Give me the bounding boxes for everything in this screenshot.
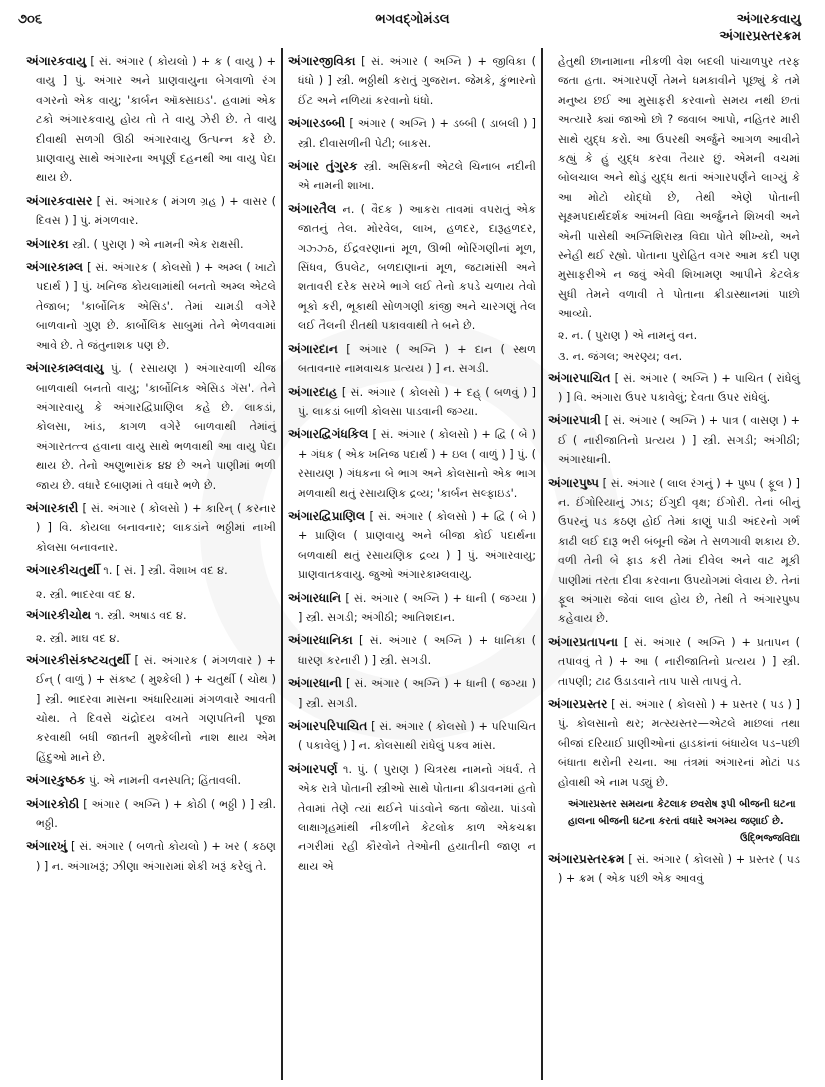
entry-definition: [ સં. અંગાર ( લાલ રંગનું ) + પુષ્પ ( ફૂલ ) ] ન. ઈંગોરિયાનું ઝાડ; ઈંગુદી વૃક્ષ; ઈંગોરી. તેનાં બીનું ઉપરનું પડ કઠણ હોઈ તેમાં કાણું પાડી અંદરનો ગર્ભ કાઢી લઈ દારૂ ભરી બંબૂની જેમ તે સળગાવી શકાય છે. વળી તેની બે ફાડ કરી તેમાં દીવેલ અને વાટ મૂકી પાણીમાં તરતા દીવા કરવાના ઉપયોગમાં લેવાય છે. તેનાં ફૂલ અંગારા જેવાં લાલ હોય છે, તેથી તે અંગારપુષ્પ કહેવાય છે.: [558, 476, 800, 626]
entry-definition: [ સં. અંગાર ( કોલસો ) + પરિપાચિત ( પકાવેલું ) ] ન. કોલસાથી રાંધેલું પક્વ માંસ.: [298, 720, 536, 753]
dictionary-entry: [26, 561, 276, 580]
entry-definition: [ સં. અંગાર ( બળતો કોયલો ) + ખર ( કઠણ ) ] ન. અંગાખરૂં; ઝીણા અંગારામાં શેકી ખરૂં કરેલું તે.: [36, 840, 276, 873]
quote-source: ઉદ્ભિજ્જવિદ્યા: [740, 833, 800, 845]
entry-definition: [ સં. અંગાર ( અગ્નિ ) + પાચિત ( રાંધેલું ) ] વિ. અંગારા ઉપર પકાવેલું; દેવતા ઉપર રાંધેલું.: [558, 371, 800, 404]
entry-definition: [ સં. અંગાર ( અગ્નિ ) + પાત્ર ( વાસણ ) + ઈ ( નારીજાતિનો પ્રત્યય ) ] સ્ત્રી. સગડી; અંગીઠી; અંગારધાની.: [558, 414, 800, 467]
entry-headword: અંગારપાચિત: [548, 370, 611, 385]
entry-definition: [ સં. અંગાર ( અગ્નિ ) + પ્રતાપન ( તપાવવું તે ) + આ ( નારીજાતિનો પ્રત્યય ) ] સ્ત્રી. તાપણી; ટાઢ ઉડાડવાને તાપ પાસે તાપવું તે.: [558, 635, 800, 688]
page-number: ૭૦૬: [18, 12, 43, 27]
book-title: ભગવદ્ગોમંડલ: [375, 12, 450, 27]
entry-headword: અંગારકામ્લ: [26, 260, 84, 275]
guide-word-first: અંગારકવાયુ: [736, 12, 801, 27]
entry-definition: [ અંગાર ( અગ્નિ ) + કોઠી ( ભઠ્ઠી ) ] સ્ત્રી. ભઠ્ઠી.: [36, 797, 276, 831]
entry-definition: [ સં. અંગારક ( કોલસો ) + અમ્લ ( ખાટો પદાર્થ ) ] પું. ખનિજ કોયલામાંથી બનતો અમ્લ એટલે તેજાબ; 'કાર્બોનિક એસિડ'. તેમાં ચામડી વગેરે બાળવાનો ગુણ છે. કાર્બોલિક સાબુમાં તેને ભેળવવામાં આવે છે. તે જંતુનાશક પણ છે.: [36, 261, 276, 352]
column-divider: [541, 48, 543, 1080]
entry-headword: અંગારકુષ્ઠક: [26, 773, 86, 788]
dictionary-entry: [26, 837, 276, 876]
dictionary-entry: [548, 411, 800, 469]
entry-headword: અંગારપ્રસ્તરક્રમ: [548, 852, 625, 867]
entry-headword: અંગારકા: [26, 236, 69, 251]
dictionary-entry: [288, 340, 536, 379]
entry-definition: ૧. પું. ( પુરાણ ) ચિત્રરથ નામનો ગંધર્વ. તે એક રાત્રે પોતાની સ્ત્રીઓ સાથે પોતાના ક્રીડાવનમાં હતો તેવામાં તેણે ત્યાં થઈને પાંડવોને જતા જોયા. પાંડવો લાક્ષાગૃહમાંથી નીકળીને કેટલોક કાળ એકચક્રા નગરીમાં રહી કૌરવોને તેઓની હયાતીની જાણ ન થાય એ: [298, 762, 536, 873]
entry-headword: અંગારકીસંકષ્ટચતુર્થી: [26, 652, 130, 667]
entry-headword: અંગારપ્રસ્તર: [548, 697, 608, 711]
entry-headword: અંગારકામ્લવાયુ: [26, 361, 104, 376]
dictionary-entry: [288, 760, 536, 876]
sub-sense: ૨. ન. ( પુરાણ ) એ નામનું વન.: [558, 328, 698, 342]
entry-definition: [ અંગાર ( અગ્નિ ) + ડબ્બી ( ડાબલી ) ] સ્ત્રી. દીવાસળીની પેટી; બાકસ.: [298, 117, 536, 150]
dictionary-entry: [26, 499, 276, 557]
entry-definition: [ સં. અંગાર ( કોલસો ) + દહ્ ( બળવું ) ] પું. લાકડાં બાળી કોલસા પાડવાની જગ્યા.: [298, 385, 536, 418]
entry-headword: અંગારખું: [26, 839, 68, 854]
guide-word-last: અંગારપ્રસ્તરક્રમ: [719, 29, 801, 44]
entry-definition: [ સં. અંગાર ( કોયલો ) + ક ( વાયુ ) + વાયુ ] પું. અંગાર અને પ્રાણવાયુના બેગવાળો રંગ વગરનો એક વાયુ; 'કાર્બન ઑક્સાઇડ'. હવામાં એક ટકો અંગારકવાયુ હોય તો તે વાયુ ઝેરી છે. તે વાયુ દીવાથી સળગી ઊઠી અંગારવાયુ ઉત્પન્ન કરે છે. પ્રાણવાયુ સાથે અંગારના અપૂર્ણ દહનથી આ વાયુ પેદા થાય છે.: [36, 55, 276, 185]
dictionary-entry: [288, 157, 536, 196]
column-1: [26, 52, 276, 1087]
entry-headword: અંગારદાન: [288, 341, 338, 356]
column-2: [288, 52, 536, 1087]
entry-definition: [ સં. અંગાર ( કોલસો ) + પ્રસ્તર ( પડ ) ] પું. કોલસાનો થર; મત્સ્યસ્તર—એટલે માછલાં તથા બીજાં દરિયાઈ પ્રાણીઓનાં હાડકાંનાં બંધાયેલ પડ–પછી બંધાતા થરોની રચના. આ તંત્રમાં અંગારનાં મોટાં પડ હોવાથી એ નામ પડ્યું છે.: [558, 698, 800, 789]
entry-definition: પું. ( રસાયણ ) અંગારવાળી ચીજ બાળવાથી બનતો વાયુ; 'કાર્બોનિક એસિડ ગૅસ'. તેને અંગારવાયુ કે અંગારદ્વિપ્રાણિલ કહે છે. લાકડાં, કોલસા, ખાંડ, કાગળ વગેરે બાળવાથી તેમાંનું અંગારતત્ત્વ હવાના વાયુ સાથે ભળવાથી આ વાયુ પેદા થાય છે. તેનો અણુભારાંક ૪૪ છે અને પાણીમાં ભળી જાય છે. વધારે દબાણમાં તે વધારે ભળે છે.: [36, 362, 276, 492]
entry-headword: અંગારપર્ણ: [288, 761, 338, 776]
entry-definition: [ સં. અંગાર ( કોલસો ) + દ્વિ ( બે ) + પ્રાણિલ ( પ્રાણવાયુ અને બીજા કોઈ પદાર્થના બળવાથી થતું રસાયણિક દ્રવ્ય ) ] પું. અંગારવાયુ; પ્રાણવાતકવાયુ. જુઓ અંગારકામ્લવાયુ.: [298, 509, 536, 582]
dictionary-entry: [26, 52, 276, 188]
entry-definition: [ સં. અંગારક ( મંગળવાર ) + ઈન્ ( વાળું ) + સંકષ્ટ ( મુશ્કેલી ) + ચતુર્થી ( ચોથ ) ] સ્ત્રી. ભાદરવા માસના અંધારિયામાં મંગળવારે આવતી ચોથ. તે દિવસે ચંદ્રોદય વખતે ગણપતિની પૂજા કરવાથી બધી જાતની મુશ્કેલીનો નાશ થાય એમ હિંદુઓ માને છે.: [36, 653, 276, 764]
entry-definition: [ સં. અંગાર ( અગ્નિ ) + ધાનિકા ( ધારણ કરનારી ) ] સ્ત્રી. સગડી.: [298, 634, 536, 667]
sub-sense: ૩. ન. જંગલ; અરણ્ય; વન.: [558, 350, 683, 364]
dictionary-entry: [288, 674, 536, 713]
entry-headword: અંગારધાની: [288, 676, 342, 691]
page-header: [0, 10, 825, 50]
entry-headword: અંગારકવાયુ: [26, 54, 87, 68]
sub-sense: ૨. સ્ત્રી. ભાદરવા વદ ૪.: [36, 587, 136, 601]
sub-sense: ૨. સ્ત્રી. માઘ વદ ૪.: [36, 632, 120, 646]
entry-headword: અંગારદ્વિપ્રાણિલ: [288, 508, 366, 523]
dictionary-entry: [26, 359, 276, 495]
entry-headword: અંગારકારી: [26, 500, 79, 515]
dictionary-entry: [548, 369, 800, 408]
entry-headword: અંગારદાહ: [288, 384, 338, 399]
entry-definition: ૧. [ સં. ] સ્ત્રી. વૈશાખ વદ ૪.: [99, 564, 228, 578]
entry-headword: અંગારધાનિકા: [288, 633, 353, 648]
column-divider: [281, 48, 283, 1080]
dictionary-entry: [288, 631, 536, 670]
entry-definition: [ સં. અંગાર ( કોલસો ) + કારિન્ ( કરનાર ) ] વિ. કોયલા બનાવનાર; લાકડાંને ભઠ્ઠીમાં નાખી કોલસા બનાવનાર.: [36, 501, 276, 554]
entry-headword: અંગારપાત્રી: [548, 413, 601, 428]
entry-definition: [ સં. અંગાર ( અગ્નિ ) + ધાની ( જગ્યા ) ] સ્ત્રી. સગડી; અંગીઠી; આતિશદાન.: [298, 591, 536, 624]
dictionary-entry: [288, 200, 536, 336]
entry-definition: [ સં. અંગારક ( મંગળ ગ્રહ ) + વાસર ( દિવસ ) ] પું. મંગળવાર.: [36, 194, 276, 228]
entry-definition: [ સં. અંગાર ( કોલસો ) + પ્રસ્તર ( પડ ) + ક્રમ ( એક પછી એક આવવું: [558, 853, 800, 886]
entry-definition: સ્ત્રી. અસિકની એટલે ચિનાબ નદીની એ નામની શાખા.: [298, 160, 536, 193]
entry-headword: અંગારકીચોથ: [26, 607, 92, 622]
dictionary-entry: [26, 192, 276, 231]
column-3: [548, 52, 800, 1087]
dictionary-entry: [288, 425, 536, 503]
entry-headword: અંગારતૈલ: [288, 201, 337, 216]
entry-headword: અંગારકીચતુર્થી: [26, 563, 100, 578]
dictionary-entry: [26, 771, 276, 790]
entry-headword: અંગાર તુંગુરક: [288, 159, 358, 174]
entry-definition: ૧. સ્ત્રી. અષાડ વદ ૪.: [91, 608, 187, 622]
dictionary-entry: [288, 507, 536, 585]
entry-headword: અંગારધાનિ: [288, 590, 342, 605]
entry-definition: ન. ( વૈદક ) આકરા તાવમાં વપરાતું એક જાતનું તેલ. મોરવેલ, લાખ, હળદર, દારૂહળદર, ગઝ્ઝ્ઠ, ઈંદ્રવરણાનાં મૂળ, ઊભી ભોરિંગણીનાં મૂળ, સિંધવ, ઉપલેટ, બળદાણાનાં મૂળ, જટામાંસી અને શતાવરી દરેક સરખે ભાગે લઈ તેનો કપડે ચળાય તેવો ભૂકો કરી, ભૂકાથી સોળગણી કાંજી અને ચારગણું તેલ લઈ તૈલની રીતથી પકાવવાથી તે બને છે.: [298, 202, 536, 333]
dictionary-entry: [288, 589, 536, 628]
dictionary-entry: [26, 651, 276, 767]
dictionary-entry: [26, 795, 276, 834]
entry-headword: અંગારડબ્બી: [288, 116, 346, 131]
dictionary-entry: [288, 114, 536, 153]
entry-headword: અંગારકોઠી: [26, 796, 80, 811]
dictionary-entry: [548, 633, 800, 691]
entry-headword: અંગારકવાસર: [26, 193, 93, 208]
dictionary-entry: [288, 717, 536, 756]
dictionary-entry: [548, 474, 800, 629]
dictionary-entry: [288, 52, 536, 110]
entry-headword: અંગારદ્વિગંધકિલ: [288, 427, 369, 442]
entry-definition: [ સં. અંગાર ( અગ્નિ ) + ધાની ( જગ્યા ) ] સ્ત્રી. સગડી.: [298, 677, 536, 710]
dictionary-entry: [288, 383, 536, 422]
entry-definition: [ સં. અંગાર ( કોલસો ) + દ્વિ ( બે ) + ગંધક ( એક ખનિજ પદાર્થ ) + ઇલ ( વાળું ) ] પું. ( રસાયણ ) ગંધકના બે ભાગ અને કોલસાનો એક ભાગ મળવાથી થતું રસાયણિક દ્રવ્ય; 'કાર્બન સલ્ફાઇડ'.: [298, 428, 536, 500]
entry-definition: [ સં. અંગાર ( અગ્નિ ) + જીવિકા ( ધંધો ) ] સ્ત્રી. ભઠ્ઠીથી કરાતું ગુજરાન. જેમકે, કુંભારનો ઈંટ અને નળિયાં કરવાનો ધંધો.: [298, 55, 536, 107]
dictionary-entry: [548, 850, 800, 889]
entry-headword: અંગારપ્રતાપના: [548, 634, 618, 649]
dictionary-entry: [26, 235, 276, 254]
quote-text: અંગારપ્રસ્તર સમયના કેટલાક છવરોષ રૂપી બીજની ઘટના હાલના બીજની ઘટના કરતાં વધારે અગમ્ય જણાઈ છે.: [568, 799, 796, 828]
dictionary-entry: [26, 606, 276, 625]
entry-definition: સ્ત્રી. ( પુરાણ ) એ નામની એક રાક્ષસી.: [68, 237, 244, 251]
entry-continuation: હેતુથી છાનામાના નીકળી વેશ બદલી પાંચાળપુર તરફ જતા હતા. અંગારપર્ણે તેમને ધમકાવીને પૂછ્યું કે તમે મનુષ્ય છઈ આ મુસાફરી કરવાનો સમય નથી છતાં અત્યારે ક્યાં જાઓ છો ? જવાબ આપો, નહિતર મારી સાથે યુદ્ધ કરો. આ ઉપરથી અર્જુને આગળ આવીને કહ્યું કે હું યુદ્ધ કરવા તૈયાર છું. એમની વચમાં બોલચાલ અને થોડું યુદ્ધ થતાં અંગારપર્ણને લાગ્યું કે આ મોટો યોદ્ધો છે, તેથી એણે પોતાની સૂક્ષ્મપદાર્થદર્શક આંખની વિદ્યા અર્જુનને શિખવી અને એની પાસેથી અગ્નિશિરાસ્ત્ર વિદ્યા પોતે શીખ્યો, અને સ્નેહી થઈ રહ્યો. પોતાના પુરોહિત વગર આમ કદી પણ મુસાફરીએ ન જવું એવી શિખામણ આપીને કેટલેક સુધી તેમને વળાવી તે પોતાના ક્રીડાસ્થાનમાં પાછો આવ્યો.: [558, 55, 800, 321]
dictionary-entry: [548, 695, 800, 792]
entry-headword: અંગારપરિપાચિત: [288, 719, 368, 733]
entry-headword: અંગારપુષ્પ: [548, 475, 600, 490]
entry-definition: [ અંગાર ( અગ્નિ ) + દાન ( સ્થળ બતાવનાર નામવાચક પ્રત્યય ) ] ન. સગડી.: [298, 342, 536, 376]
usage-quote: [548, 796, 800, 847]
entry-definition: પું. એ નામની વનસ્પતિ; હિંતાવલી.: [85, 774, 242, 788]
entry-headword: અંગારજીવિકા: [288, 54, 356, 68]
dictionary-entry: [26, 258, 276, 355]
